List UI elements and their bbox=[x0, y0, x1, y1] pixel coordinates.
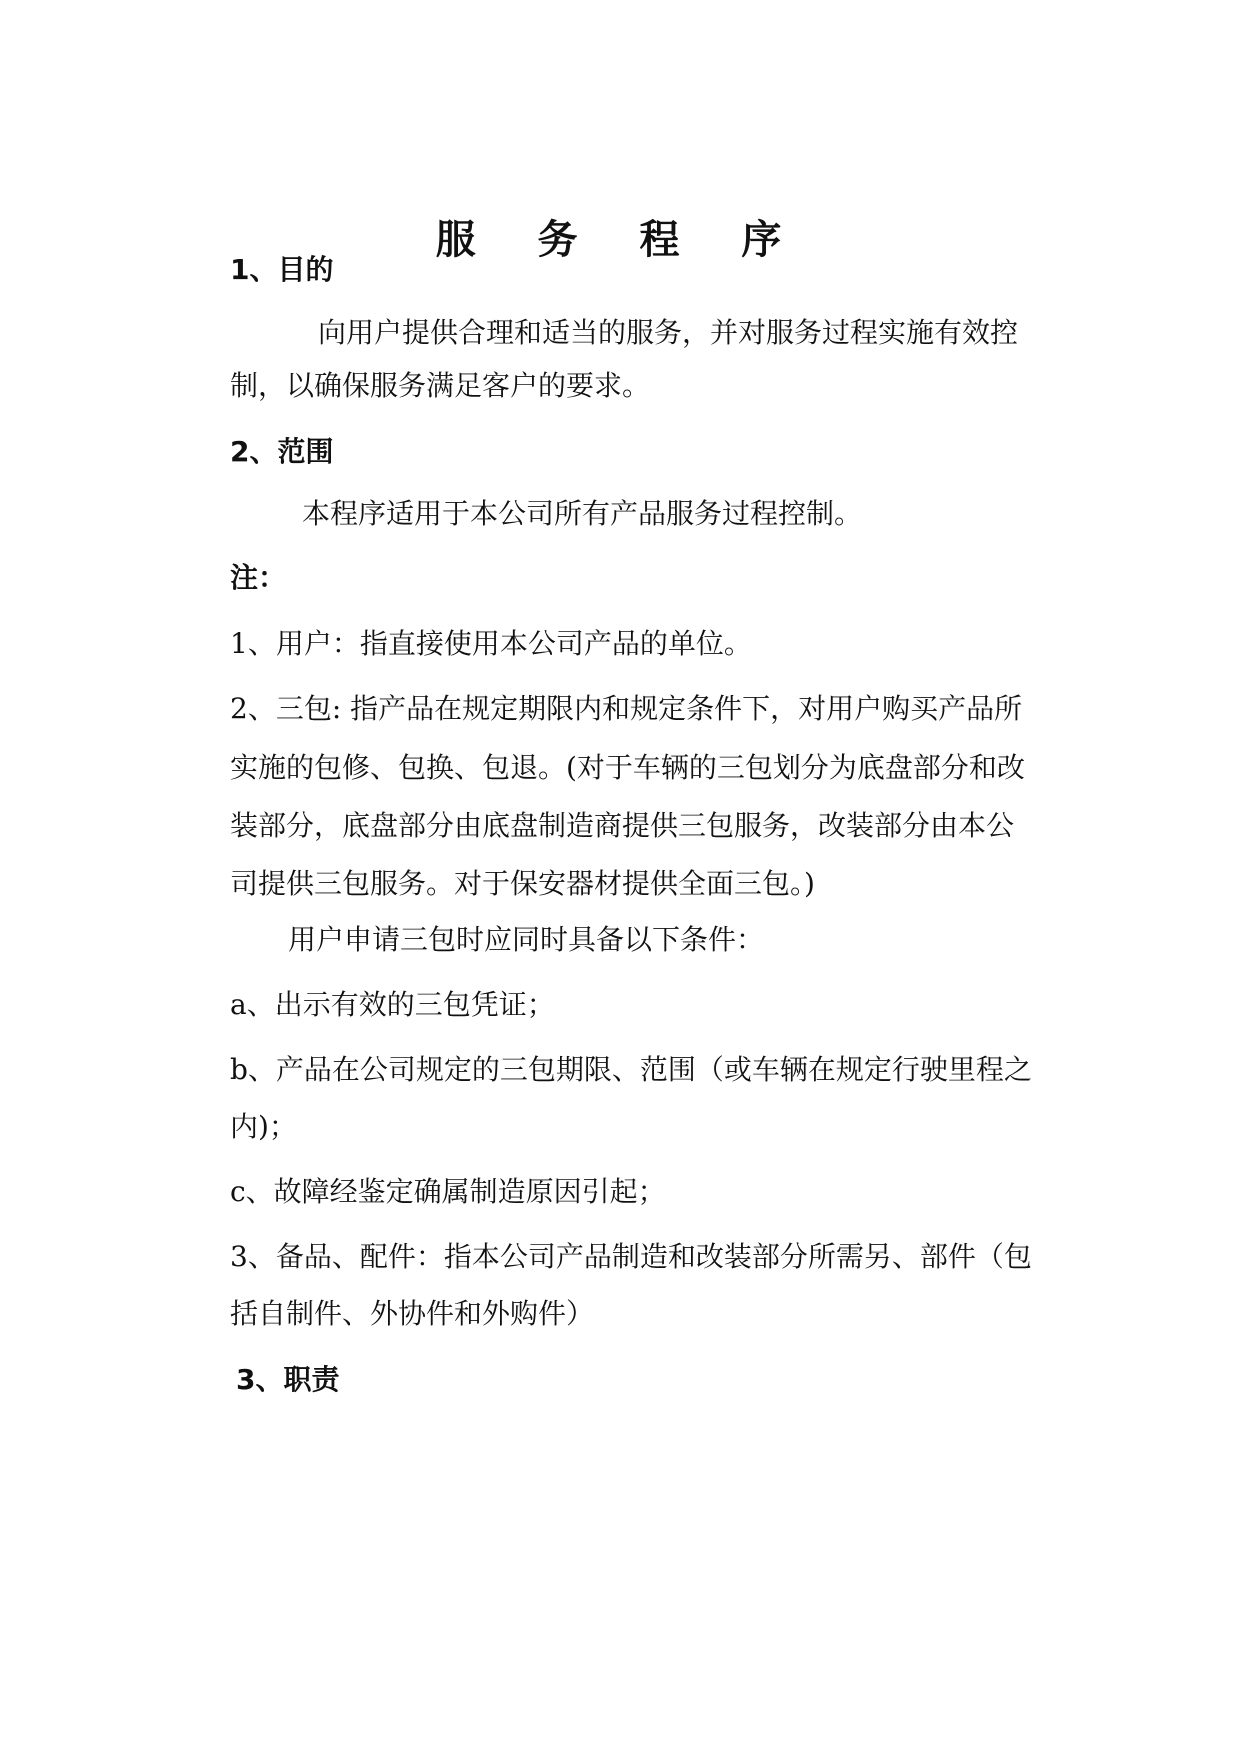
note-2-line-2: 实施的包修、包换、包退。(对于车辆的三包划分为底盘部分和改 bbox=[230, 751, 1025, 784]
section-1-heading: 1、目的 bbox=[230, 253, 334, 286]
condition-c: c、故障经鉴定确属制造原因引起； bbox=[230, 1175, 666, 1208]
note-3-line-2: 括自制件、外协件和外购件） bbox=[230, 1297, 595, 1330]
document-title: 服 务 程 序 bbox=[435, 216, 806, 263]
section-1-text-line-1: 向用户提供合理和适当的服务，并对服务过程实施有效控 bbox=[318, 316, 1019, 349]
condition-b-line-1: b、产品在公司规定的三包期限、范围（或车辆在规定行驶里程之 bbox=[230, 1053, 1032, 1086]
section-1-text-line-2: 制，以确保服务满足客户的要求。 bbox=[230, 369, 651, 402]
note-heading: 注： bbox=[230, 561, 287, 594]
note-1: 1、用户：指直接使用本公司产品的单位。 bbox=[230, 627, 752, 660]
section-2-text-line-1: 本程序适用于本公司所有产品服务过程控制。 bbox=[302, 497, 863, 530]
conditions-intro: 用户申请三包时应同时具备以下条件： bbox=[288, 923, 765, 956]
note-2-line-3: 装部分，底盘部分由底盘制造商提供三包服务，改装部分由本公 bbox=[230, 809, 1015, 842]
section-3-heading: 3、职责 bbox=[236, 1363, 340, 1396]
condition-b-line-2: 内)； bbox=[230, 1110, 297, 1143]
section-2-heading: 2、范围 bbox=[230, 435, 334, 468]
note-2-line-4: 司提供三包服务。对于保安器材提供全面三包。) bbox=[230, 867, 815, 900]
note-2-line-1: 2、三包: 指产品在规定期限内和规定条件下，对用户购买产品所 bbox=[230, 692, 1023, 725]
note-3-line-1: 3、备品、配件：指本公司产品制造和改装部分所需另、部件（包 bbox=[230, 1240, 1032, 1273]
condition-a: a、出示有效的三包凭证； bbox=[230, 988, 555, 1021]
